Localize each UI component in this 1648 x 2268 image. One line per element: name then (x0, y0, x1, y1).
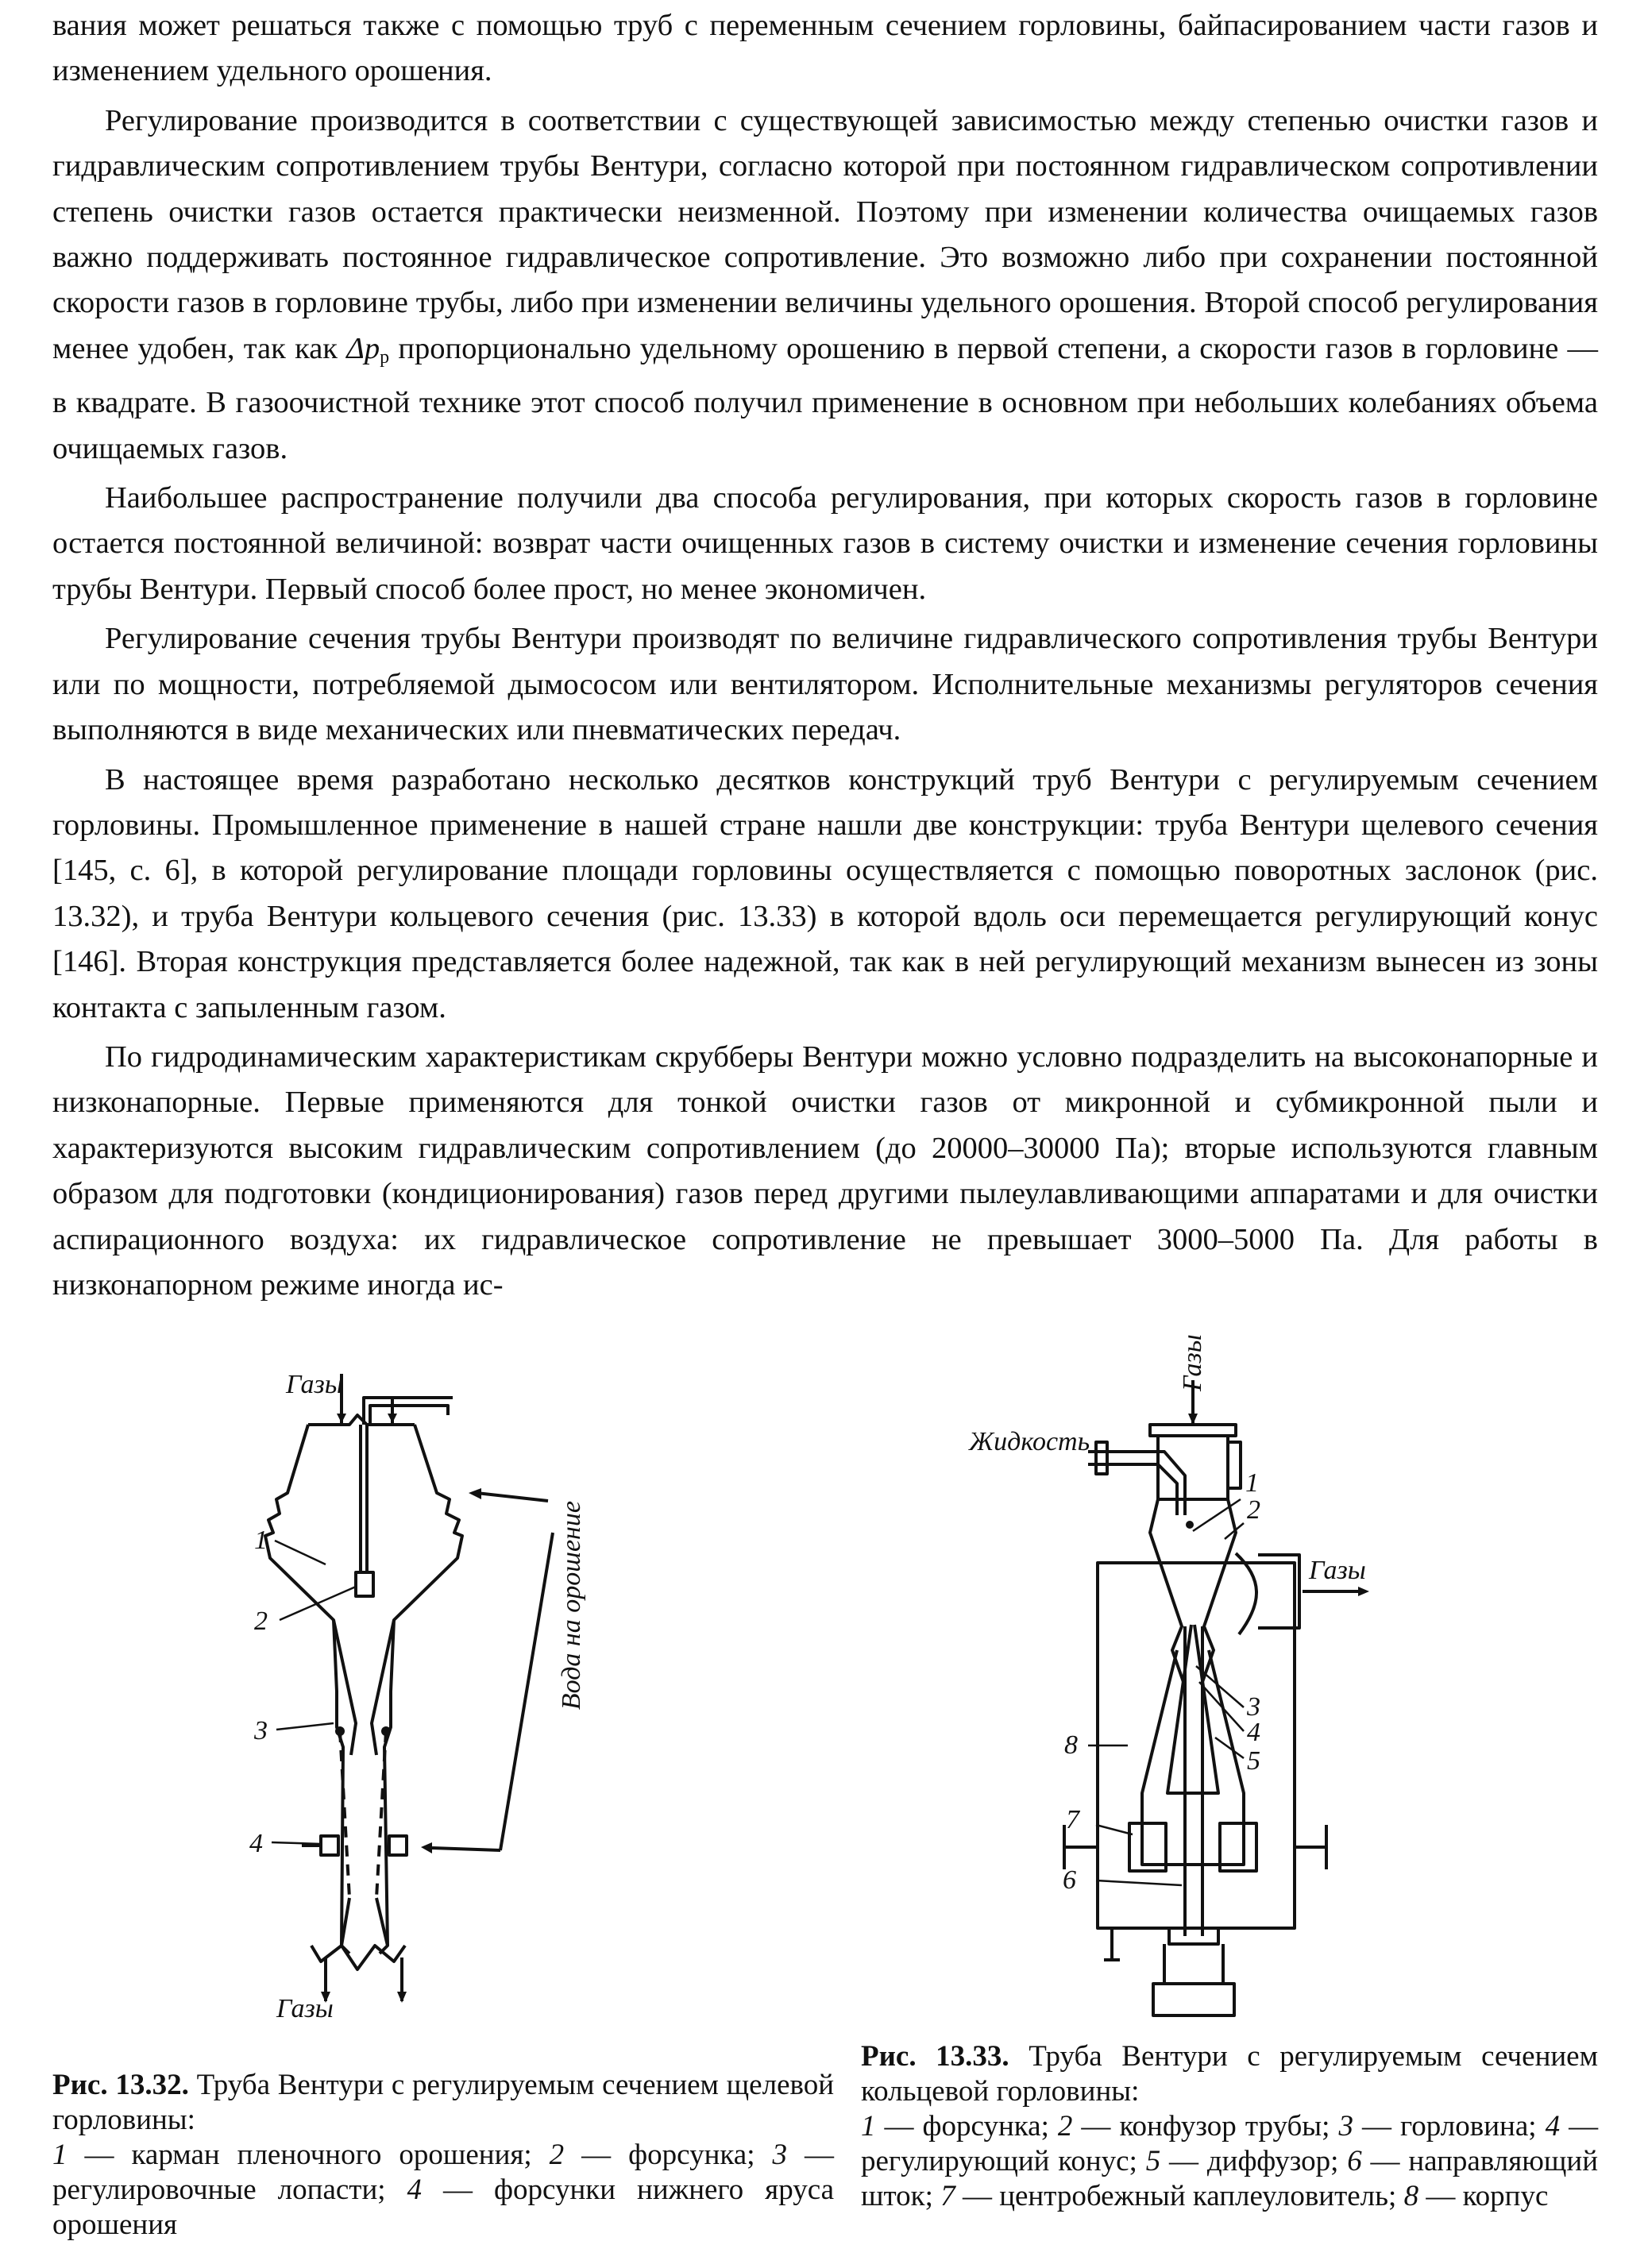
fig2-label-4: 4 (1247, 1718, 1260, 1747)
caption-13-33-item-4-num: 4 (1545, 2110, 1561, 2143)
caption-13-33-item-3-num: 3 (1338, 2110, 1353, 2143)
fig2-label-6: 6 (1063, 1865, 1076, 1895)
fig1-right-wall (380, 1425, 462, 1954)
fig2-label-1: 1 (1245, 1468, 1259, 1498)
caption-13-33-item-2-num: 2 (1057, 2110, 1073, 2143)
fig2-confuser (1150, 1499, 1183, 1682)
delta-p-sub: р (380, 346, 390, 368)
caption-13-32-item-2: форсунка; (628, 2139, 755, 2171)
fig2-label-7: 7 (1066, 1805, 1079, 1834)
body-text (52, 3, 1598, 1312)
caption-13-32-item-4: форсунки нижнего яруса орошения (52, 2174, 834, 2241)
figure-13-33-drawing (969, 1334, 1422, 2039)
paragraph-2 (52, 98, 1598, 472)
fig1-top-cap (308, 1415, 415, 1425)
fig2-diffuser (1142, 1650, 1244, 1865)
fig2-top-flange (1150, 1425, 1236, 1436)
paragraph-3: Наибольшее распространение получили два способа регулирования, при которых скорость газов в горловине остается постоянной величиной: возврат части очищенных газов в систему очистки и изменение сечения горловины трубы Вентури. Первый способ более прост, но менее экономичен. (52, 481, 1598, 606)
caption-13-32-number: Рис. 13.32. (52, 2069, 189, 2101)
fig2-label-gas-side: Газы (1309, 1556, 1366, 1585)
caption-13-33-item-5-num: 5 (1145, 2145, 1161, 2177)
caption-13-33-item-4: регулирующий конус; (861, 2145, 1137, 2177)
fig1-label-1: 1 (254, 1526, 268, 1555)
caption-13-33: Рис. 13.33. Труба Вентури с регулируемым сечением кольцевой горловины: 1 — форсунка; 2 — конфузор трубы; 3 — горловина; 4 — регулирующий конус; 5 — диффузор; 6 — направляющий шток; 7 — центробежный каплеуловитель; 8 — корпус (861, 2040, 1599, 2212)
paragraph-2-part-b: пропорционально удельному орошению в первой степени, а скорости газов в горловине — в квадрате. В газоочистной технике этот способ получил применение в основном при небольших колебаниях объема очищаемых газов. (52, 331, 1599, 465)
fig2-stem-base (1153, 1984, 1234, 2015)
fig1-label-3: 3 (254, 1716, 268, 1745)
delta-p-main: Δp (346, 331, 380, 365)
caption-13-33-title: Труба Вентури с регулируемым сечением кольцевой горловины: (861, 2040, 1599, 2108)
fig2-label-5: 5 (1247, 1746, 1260, 1776)
paragraph-4: Регулирование сечения трубы Вентури производят по величине гидравлического сопротивления трубы Вентури или по мощности, потребляемой дымососом или вентилятором. Исполнительные механизмы регуляторов сечения выполняются в виде механических или пневматических передач. (52, 622, 1598, 747)
caption-13-33-item-1: форсунка; (922, 2110, 1049, 2143)
caption-13-33-item-6: направляющий шток; (861, 2145, 1599, 2212)
paragraph-1: вания может решаться также с помощью труб с переменным сечением горловины, байпасированием части газов и изменением удельного орошения. (52, 9, 1598, 88)
fig1-feed-pipe (370, 1406, 448, 1425)
delta-p-symbol (346, 331, 390, 368)
fig1-label-gas-top: Газы (286, 1370, 343, 1399)
caption-13-33-number: Рис. 13.33. (861, 2040, 1009, 2073)
caption-13-32-title: Труба Вентури с регулируемым сечением щелевой горловины: (52, 2069, 835, 2136)
caption-13-33-item-6-num: 6 (1347, 2145, 1362, 2177)
fig2-liquid-pipe (1088, 1452, 1185, 1515)
fig2-label-liquid: Жидкость (969, 1427, 1090, 1456)
fig1-nozzle (356, 1572, 373, 1596)
fig2-label-8: 8 (1064, 1730, 1078, 1760)
paragraph-6: По гидродинамическим характеристикам скрубберы Вентури можно условно подразделить на высоконапорные и низконапорные. Первые применяются для тонкой очистки газов от микронной и субмикронной пыли и характеризуются высоким гидравлическим сопротивлением (до 20000–30000 Па); вторые используются главным образом для подготовки (кондиционирования) газов перед другими пылеулавливающими аппаратами и для очистки аспирационного воздуха: их гидравлическое сопротивление не превышает 3000–5000 Па. Для работы в низконапорном режиме иногда ис- (52, 1040, 1598, 1302)
fig1-label-water: Вода на орошение (557, 1501, 586, 1711)
fig1-left-wall (265, 1425, 349, 1954)
paragraph-5: В настоящее время разработано несколько десятков конструкций труб Вентури с регулируемым сечением горловины. Промышленное применение в нашей стране нашли две конструкции: труба Вентури щелевого сечения [145, с. 6], в которой регулирование площади горловины осуществляется с помощью поворотных заслонок (рис. 13.32), и труба Вентури кольцевого сечения (рис. 13.33) в которой вдоль оси перемещается регулирующий конус [146]. Вторая конструкция представляется более надежной, так как в ней регулирующий механизм вынесен из зоны контакта с запыленным газом. (52, 762, 1598, 1024)
caption-13-33-item-7: центробежный каплеуловитель; (999, 2180, 1397, 2212)
fig2-label-3: 3 (1247, 1692, 1260, 1722)
caption-13-32: Рис. 13.32. Труба Вентури с регулируемым сечением щелевой горловины: 1 — карман пленочного орошения; 2 — форсунка; 3 — регулировочные лопасти; 4 — форсунки нижнего яруса орошения (52, 2069, 835, 2241)
fig1-label-4: 4 (249, 1829, 263, 1858)
caption-13-33-item-2: конфузор трубы; (1119, 2110, 1330, 2143)
figure-13-33 (969, 1334, 1422, 2039)
caption-13-32-item-1: карман пленочного орошения; (131, 2139, 532, 2171)
caption-13-32-item-2-num: 2 (549, 2139, 565, 2171)
fig2-label-2: 2 (1247, 1495, 1260, 1525)
paragraph-2-part-a: Регулирование производится в соответствии с существующей зависимостью между степенью очистки газов и гидравлическим сопротивлением трубы Вентури, согласно которой при постоянном гидравлическом сопротивлении степень очистки газов остается практически неизменной. Поэтому при изменении количества очищаемых газов важно поддерживать постоянное гидравлическое сопротивление. Это возможно либо при сохранении постоянной скорости газов в горловине трубы, либо при изменении величины удельного орошения. Второй способ регулирования менее удобен, так как (52, 103, 1598, 365)
caption-13-32-item-3: регулировочные лопасти; (52, 2174, 386, 2206)
caption-13-32-item-1-num: 1 (52, 2139, 68, 2171)
caption-13-33-item-1-num: 1 (861, 2110, 876, 2143)
caption-13-33-item-7-num: 7 (940, 2180, 955, 2212)
caption-13-33-item-8: корпус (1462, 2180, 1549, 2212)
caption-13-32-item-3-num: 3 (772, 2139, 787, 2171)
figure-13-32-drawing (238, 1370, 683, 2025)
caption-13-33-item-8-num: 8 (1403, 2180, 1419, 2212)
fig1-label-2: 2 (254, 1606, 268, 1636)
caption-13-32-item-4-num: 4 (407, 2174, 423, 2206)
fig2-label-gas-top: Газы (1178, 1334, 1207, 1391)
caption-13-33-item-3: горловина; (1400, 2110, 1537, 2143)
caption-13-33-item-5: диффузор; (1206, 2145, 1339, 2177)
figure-13-32 (238, 1370, 683, 2025)
fig1-label-gas-bottom: Газы (276, 1994, 334, 2023)
fig2-cone (1167, 1625, 1218, 1793)
